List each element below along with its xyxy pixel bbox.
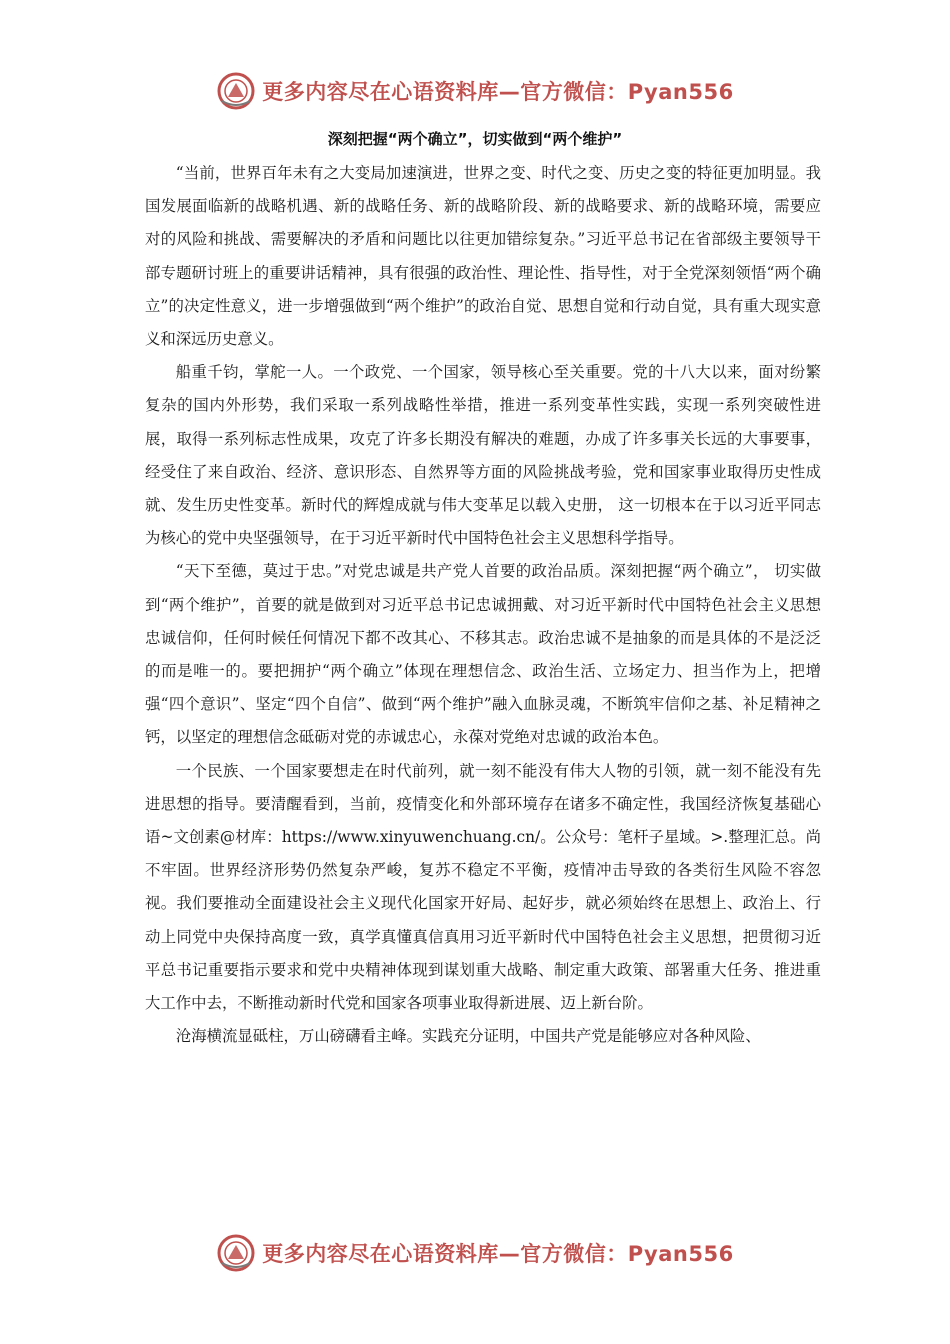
paragraph-5: 沧海横流显砥柱，万山磅礴看主峰。实践充分证明，中国共产党是能够应对各种风险、 bbox=[175, 1027, 761, 1046]
paragraph-4: 一个民族、一个国家要想走在时代前列，就一刻不能没有伟大人物的引领，就一刻不能没有先进思想的指导。要清醒看到，当前，疫情变化和外部环境存在诸多不确定性，我国经济恢复基础心语~文创素@材库：https://www.xinyuwenchuang.cn/。公众号：笔杆子星域。>.整理汇总。尚不牢固。世界经济形势仍然复杂严峻，复苏不稳定不平衡，疫情冲击导致的各类衍生风险不容忽视。我们要推动全面建设社会主义现代化国家开好局、起好步，就必须始终在思想上、政治上、行动上同党中央保持高度一致，真学真懂真信真用习近平新时代中国特色社会主义思想，把贯彻习近平总书记重要指示要求和党中央精神体现到谋划重大战略、制定重大政策、部署重大任务、推进重大工作中去，不断推动新时代党和国家各项事业取得新进展、迈上新台阶。 bbox=[145, 761, 821, 1013]
paragraph-1: “当前，世界百年未有之大变局加速演进，世界之变、时代之变、历史之变的特征更加明显。我国发展面临新的战略机遇、新的战略任务、新的战略阶段、新的战略要求、新的战略环境，需要应对的风险和挑战、需要解决的矛盾和问题比以往更加错综复杂。”习近平总书记在省部级主要领导干部专题研讨班上的重要讲话精神，具有很强的政治性、理论性、指导性，对于全党深刻领悟“两个确立”的决定性意义，进一步增强做到“两个维护”的政治自觉、思想自觉和行动自觉，具有重大现实意义和深远历史意义。 bbox=[145, 164, 821, 349]
paragraph-3: “天下至德，莫过于忠。”对党忠诚是共产党人首要的政治品质。深刻把握“两个确立”， 切实做到“两个维护”，首要的就是做到对习近平总书记忠诚拥戴、对习近平新时代中国特色社会主义思想忠诚信仰，任何时候任何情况下都不改其心、不移其志。政治忠诚不是抽象的而是具体的不是泛泛的而是唯一的。要把拥护“两个确立”体现在理想信念、政治生活、立场定力、担当作为上，把增强“四个意识”、坚定“四个自信”、做到“两个维护”融入血脉灵魂，不断筑牢信仰之基、补足精神之钙，以坚定的理想信念砥砺对党的赤诚忠心，永葆对党绝对忠诚的政治本色。 bbox=[145, 562, 821, 747]
document-body bbox=[145, 157, 821, 1053]
paragraph-2: 船重千钧，掌舵一人。一个政党、一个国家，领导核心至关重要。党的十八大以来，面对纷繁复杂的国内外形势，我们采取一系列战略性举措，推进一系列变革性实践，实现一系列突破性进展，取得一系列标志性成果，攻克了许多长期没有解决的难题，办成了许多事关长远的大事要事，经受住了来自政治、经济、意识形态、自然界等方面的风险挑战考验，党和国家事业取得历史性成就、发生历史性变革。新时代的辉煌成就与伟大变革足以载入史册， 这一切根本在于以习近平同志为核心的党中央坚强领导，在于习近平新时代中国特色社会主义思想科学指导。 bbox=[145, 363, 821, 548]
seal-logo-icon bbox=[216, 71, 256, 111]
footer-banner-text: 更多内容尽在心语资料库—官方微信：Pyan556 bbox=[262, 1242, 734, 1266]
footer-banner bbox=[0, 1228, 950, 1278]
document-title: 深刻把握“两个确立”，切实做到“两个维护” bbox=[327, 130, 623, 148]
header-banner bbox=[0, 66, 950, 116]
seal-logo-icon bbox=[216, 1233, 256, 1273]
header-banner-text: 更多内容尽在心语资料库—官方微信：Pyan556 bbox=[262, 80, 734, 104]
